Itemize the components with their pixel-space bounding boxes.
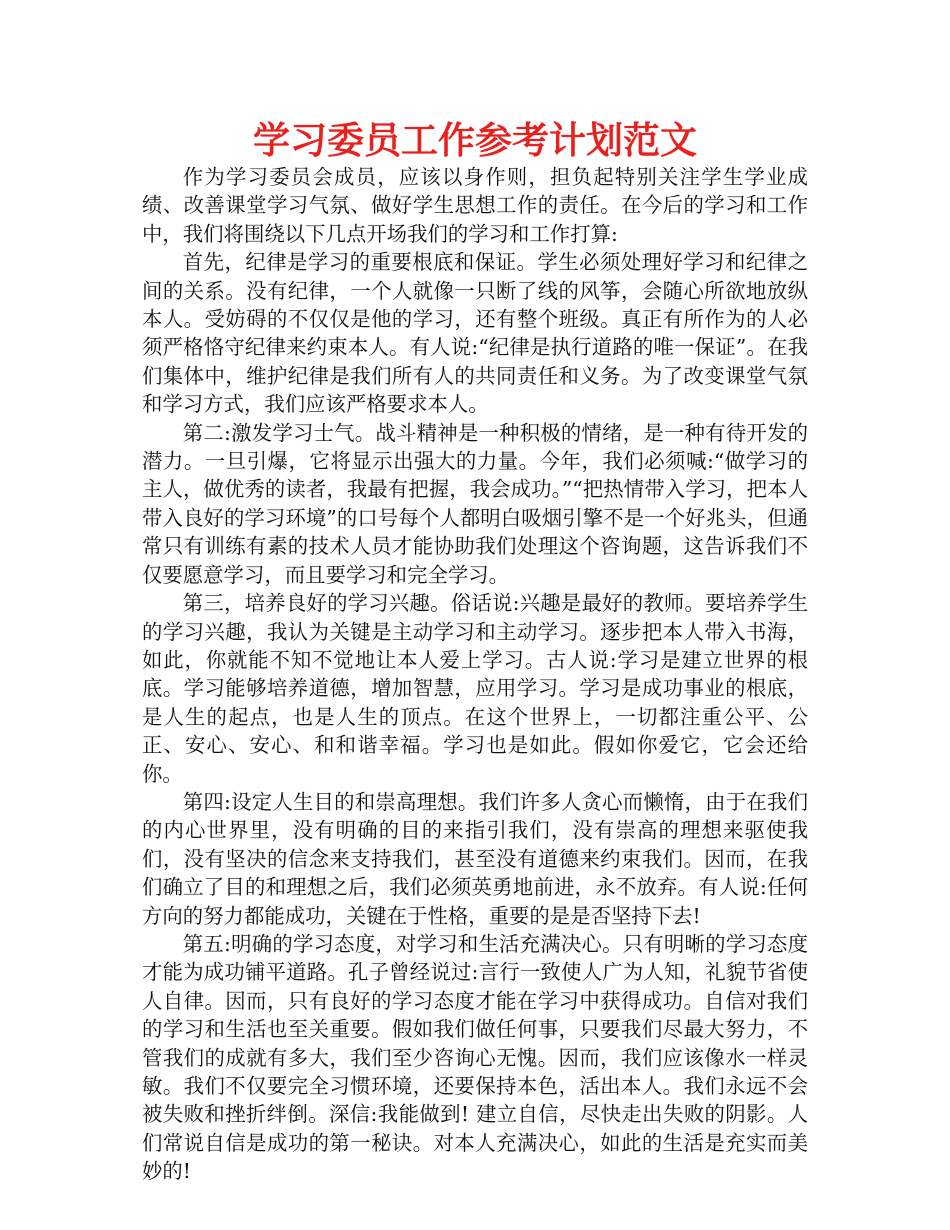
paragraph-third: 第三，培养良好的学习兴趣。俗话说:兴趣是最好的教师。要培养学生的学习兴趣，我认为关键是主动学习和主动学习。逐步把本人带入书海，如此，你就能不知不觉地让本人爱上学习。古人说:学习是建立世界的根底。学习能够培养道德，增加智慧，应用学习。学习是成功事业的根底，是人生的起点，也是人生的顶点。在这个世界上，一切都注重公平、公正、安心、安心、和和谐幸福。学习也是如此。假如你爱它，它会还给你。 <box>142 591 808 786</box>
document-title: 学习委员工作参考计划范文 <box>253 119 697 162</box>
document-body <box>142 163 808 1186</box>
paragraph-fifth: 第五:明确的学习态度，对学习和生活充满决心。只有明晰的学习态度才能为成功铺平道路。孔子曾经说过:言行一致使人广为人知，礼貌节省使人自律。因而，只有良好的学习态度才能在学习中获得成功。自信对我们的学习和生活也至关重要。假如我们做任何事，只要我们尽最大努力，不管我们的成就有多大，我们至少咨询心无愧。因而，我们应该像水一样灵敏。我们不仅要完全习惯环境，还要保持本色，活出本人。我们永远不会被失败和挫折绊倒。深信:我能做到! 建立自信，尽快走出失败的阴影。人们常说自信是成功的第一秘诀。对本人充满决心，如此的生活是充实而美妙的! <box>142 931 808 1184</box>
paragraph-first: 首先，纪律是学习的重要根底和保证。学生必须处理好学习和纪律之间的关系。没有纪律，一个人就像一只断了线的风筝，会随心所欲地放纵本人。受妨碍的不仅仅是他的学习，还有整个班级。真正有所作为的人必须严格恪守纪律来约束本人。有人说:“纪律是执行道路的唯一保证”。在我们集体中，维护纪律是我们所有人的共同责任和义务。为了改变课堂气氛和学习方式，我们应该严格要求本人。 <box>142 250 808 417</box>
paragraph-second: 第二:激发学习士气。战斗精神是一种积极的情绪，是一种有待开发的潜力。一旦引爆，它将显示出强大的力量。今年，我们必须喊:“做学习的主人，做优秀的读者，我最有把握，我会成功。”“把热情带入学习，把本人带入良好的学习环境”的口号每个人都明白吸烟引擎不是一个好兆头，但通常只有训练有素的技术人员才能协助我们处理这个咨询题，这告诉我们不仅要愿意学习，而且要学习和完全学习。 <box>142 420 808 587</box>
paragraph-fourth: 第四:设定人生目的和崇高理想。我们许多人贪心而懒惰，由于在我们的内心世界里，没有明确的目的来指引我们，没有崇高的理想来驱使我们，没有坚决的信念来支持我们，甚至没有道德来约束我们。因而，在我们确立了目的和理想之后，我们必须英勇地前进，永不放弃。有人说:任何方向的努力都能成功，关键在于性格，重要的是是否坚持下去! <box>142 789 808 928</box>
paragraph-intro: 作为学习委员会成员，应该以身作则，担负起特别关注学生学业成绩、改善课堂学习气氛、做好学生思想工作的责任。在今后的学习和工作中，我们将围绕以下几点开场我们的学习和工作打算: <box>142 165 808 246</box>
